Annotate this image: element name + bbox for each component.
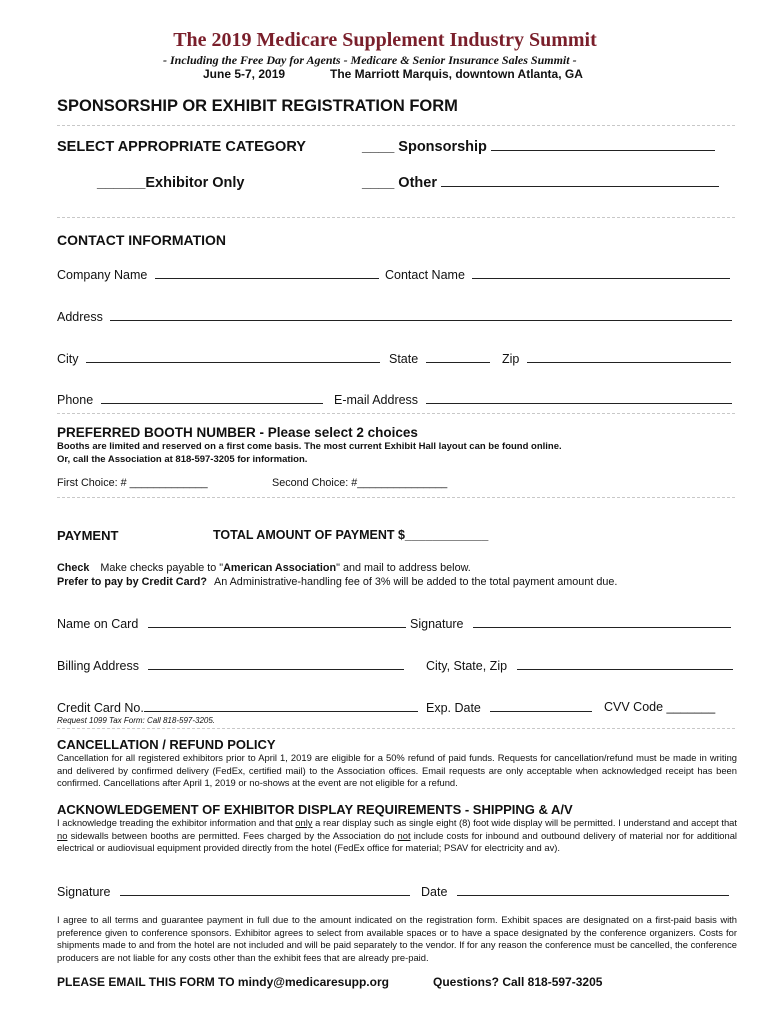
billing-address-field[interactable] (148, 658, 404, 670)
email-label: E-mail Address (334, 393, 419, 407)
check-payee: American Association (223, 562, 337, 574)
event-title: The 2019 Medicare Supplement Industry Summit (173, 29, 597, 51)
email-field[interactable] (426, 392, 732, 404)
payment-signature-row (410, 616, 731, 631)
total-payment-field[interactable]: TOTAL AMOUNT OF PAYMENT $____________ (213, 528, 489, 542)
city-field[interactable] (86, 351, 380, 363)
company-name-field[interactable] (155, 267, 379, 279)
divider (57, 125, 735, 126)
exp-date-field[interactable] (490, 700, 592, 712)
event-date: June 5-7, 2019 (203, 67, 286, 81)
sponsorship-field[interactable] (491, 139, 715, 151)
booth-heading: PREFERRED BOOTH NUMBER - Please select 2 choices (57, 425, 418, 440)
contact-name-field[interactable] (472, 267, 730, 279)
contact-name-label: Contact Name (385, 268, 465, 282)
company-name-label: Company Name (57, 268, 148, 282)
ack-text-1: I acknowledge treading the exhibitor information and that (57, 817, 296, 828)
state-label: State (389, 352, 419, 366)
ack-date-label: Date (421, 885, 448, 899)
phone-row (57, 392, 323, 407)
zip-field[interactable] (527, 351, 731, 363)
other-field[interactable] (441, 175, 719, 187)
form-title: SPONSORSHIP OR EXHIBIT REGISTRATION FORM (57, 97, 458, 115)
acknowledgement-text (57, 817, 737, 855)
payment-signature-field[interactable] (473, 616, 731, 628)
first-choice-field[interactable]: First Choice: # _____________ (57, 477, 208, 489)
credit-label: Prefer to pay by Credit Card? (57, 576, 207, 588)
check-instructions (57, 562, 471, 574)
billing-address-label: Billing Address (57, 659, 139, 673)
check-label: Check (57, 562, 90, 574)
name-on-card-row (57, 616, 406, 631)
booth-note-1: Booths are limited and reserved on a first come basis. The most current Exhibit Hall layout can be found online. (57, 441, 562, 452)
name-on-card-label: Name on Card (57, 617, 139, 631)
payment-heading: PAYMENT (57, 528, 119, 543)
ack-text-3: sidewalls between booths are permitted. Fees charged by the Association do (67, 829, 398, 841)
contact-name-row (385, 267, 730, 282)
card-number-label: Credit Card No. (57, 701, 144, 715)
other-label: ____ Other (362, 175, 437, 191)
cvv-field[interactable]: CVV Code _______ (604, 700, 716, 714)
ack-signature-label: Signature (57, 885, 111, 899)
divider (57, 728, 735, 729)
state-field[interactable] (426, 351, 490, 363)
zip-row (502, 351, 731, 366)
card-number-field[interactable] (144, 700, 418, 712)
name-on-card-field[interactable] (148, 616, 406, 628)
event-venue: The Marriott Marquis, downtown Atlanta, GA (330, 67, 583, 81)
ack-date-field[interactable] (457, 884, 729, 896)
address-row (57, 309, 732, 324)
contact-heading: CONTACT INFORMATION (57, 232, 227, 248)
divider (57, 413, 735, 414)
phone-field[interactable] (101, 392, 323, 404)
exhibitor-only-option[interactable]: ______Exhibitor Only (97, 175, 245, 191)
category-heading: SELECT APPROPRIATE CATEGORY (57, 139, 306, 155)
tax-form-note: Request 1099 Tax Form: Call 818-597-3205. (57, 716, 216, 725)
ack-signature-field[interactable] (120, 884, 410, 896)
city-label: City (57, 352, 79, 366)
ack-signature-row (57, 884, 410, 899)
cancellation-heading: CANCELLATION / REFUND POLICY (57, 737, 276, 752)
booth-note-2: Or, call the Association at 818-597-3205 for information. (57, 454, 308, 465)
divider (57, 497, 735, 498)
acknowledgement-heading: ACKNOWLEDGEMENT OF EXHIBITOR DISPLAY REQUIREMENTS - SHIPPING & A/V (57, 802, 573, 817)
city-state-zip-label: City, State, Zip (426, 659, 508, 673)
company-name-row (57, 267, 379, 282)
state-row (389, 351, 490, 366)
check-text-a: Make checks payable to " (100, 562, 224, 574)
city-row (57, 351, 380, 366)
ack-text-2: a rear display such as single eight (8) foot wide display will be permitted. I understand and accept that (312, 817, 737, 828)
event-subtitle: - Including the Free Day for Agents - Medicare & Senior Insurance Sales Summit - (163, 53, 577, 67)
agreement-text: I agree to all terms and guarantee payment in full due to the amount indicated on the registration form. Exhibit spaces are designated on a first-paid basis with preference given to conference sponsors. Exhibitor agrees to select from available spaces or to have a space designated by the conference organizers. Costs for shipments made to and from the hotel are not included and will be paid separately to the vendor. If for any reason the conference must be cancelled, the conference producers are not liable for any costs other than the exhibit fees that are already pre-paid. (57, 914, 737, 963)
email-instruction: PLEASE EMAIL THIS FORM TO mindy@medicaresupp.org (57, 975, 389, 989)
ack-only: only (295, 817, 313, 828)
divider (57, 217, 735, 218)
zip-label: Zip (502, 352, 520, 366)
questions-phone: Questions? Call 818-597-3205 (433, 975, 603, 989)
sponsorship-label: ____ Sponsorship (362, 139, 487, 155)
second-choice-field[interactable]: Second Choice: #_______________ (272, 477, 448, 489)
ack-date-row (421, 884, 729, 899)
sponsorship-option[interactable] (362, 139, 715, 155)
payment-signature-label: Signature (410, 617, 464, 631)
exp-date-label: Exp. Date (426, 701, 481, 715)
address-label: Address (57, 310, 103, 324)
ack-no: no (57, 829, 68, 841)
phone-label: Phone (57, 393, 94, 407)
credit-instructions (57, 576, 617, 588)
address-field[interactable] (110, 309, 732, 321)
check-text-b: " and mail to address below. (336, 562, 471, 574)
city-state-zip-field[interactable] (517, 658, 733, 670)
city-state-zip-row (426, 658, 733, 673)
other-option[interactable] (362, 175, 719, 191)
email-row (334, 392, 732, 407)
ack-text-4: include costs for inbound and outbound delivery of material nor for additional electrical or audiovisual equipment provided directly from the hotel (FedEx office for material; PSAV for electricity and av). (57, 829, 737, 853)
billing-address-row (57, 658, 404, 673)
ack-not: not (397, 829, 411, 841)
exp-date-row (426, 700, 592, 715)
card-number-row (57, 700, 418, 715)
credit-text: An Administrative-handling fee of 3% will be added to the total payment amount due. (214, 576, 618, 588)
cancellation-text: Cancellation for all registered exhibitors prior to April 1, 2019 are eligible for a 50% refund of paid funds. Requests for cancellation/refund must be made in writing and delivered by confirmed delivery (FedEx, certified mail) to the Association offices. Email requests are only acceptable when acknowledged receipt has been confirmed. Cancellations after April 1, 2019 or no-shows at the event are not eligible for a refund. (57, 752, 737, 788)
